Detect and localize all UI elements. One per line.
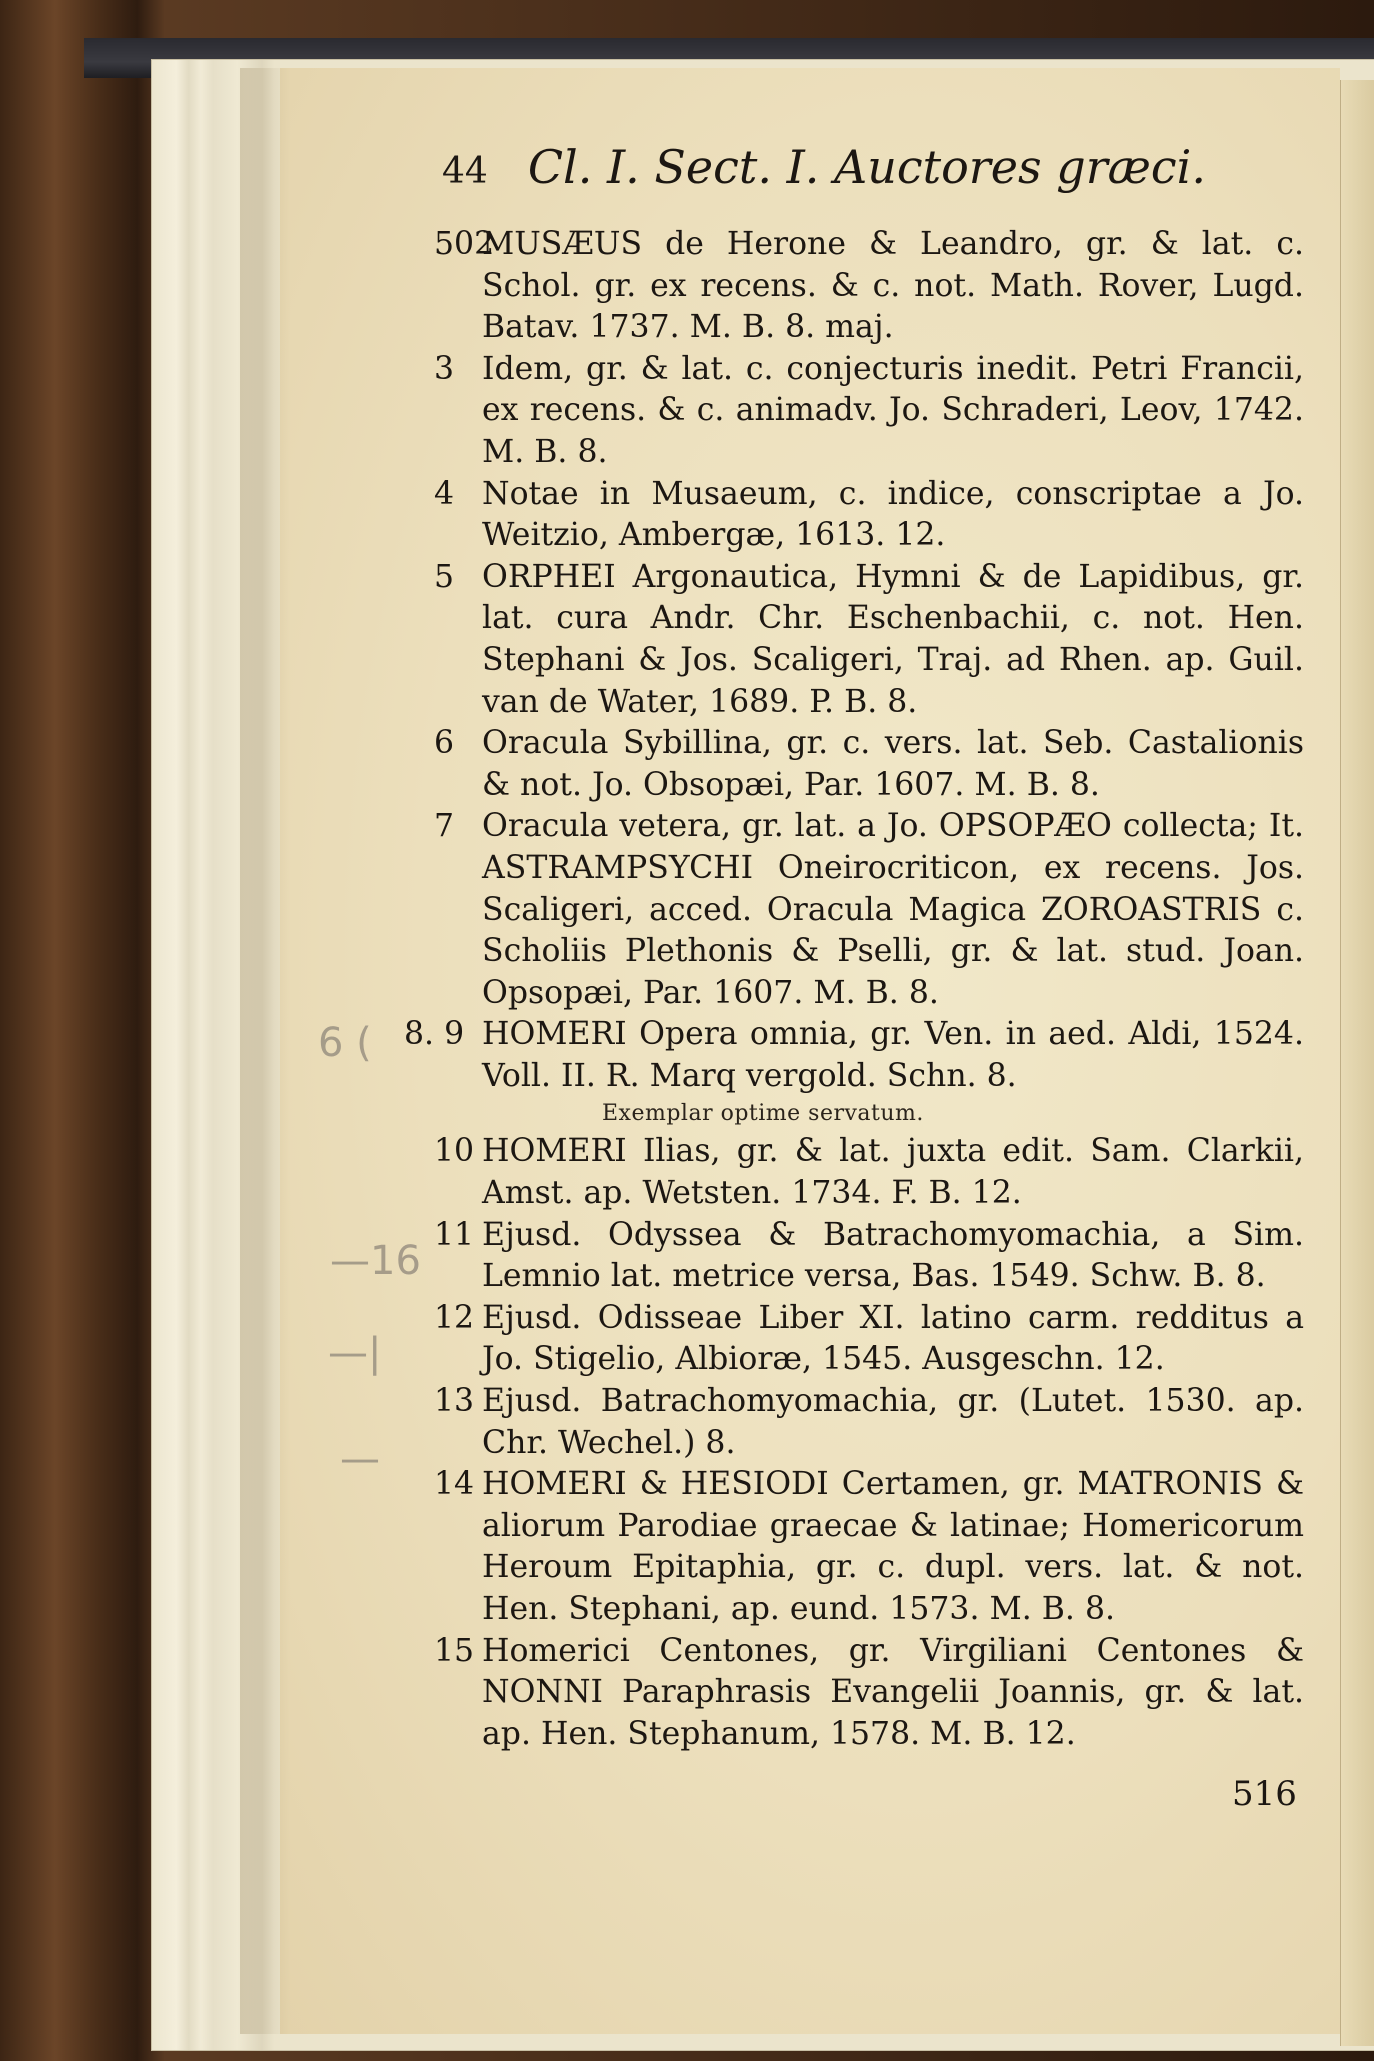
entry-number: 7 [434,808,455,845]
entry-text: Notae in Musaeum, c. indice, conscriptae a Jo. Weitzio, Ambergæ, 1613. 12. [482,475,1304,554]
entry-text: Idem, gr. & lat. c. conjecturis inedit. Petri Francii, ex recens. & c. animadv. Jo. Schraderi, Leov, 1742. M. B. 8. [482,350,1304,470]
catalogue-entry [434,723,1304,806]
entry-note: Exemplar optime servatum. [602,1101,924,1127]
entry-number: 5 [434,558,455,595]
catalogue-entry [434,1381,1304,1464]
entry-number: 502 [434,226,495,262]
pencil-mark: — [340,1436,380,1482]
entry-number: 13 [434,1383,475,1420]
entry-number: 12 [434,1299,475,1336]
catalogue-entry [434,557,1304,723]
catalogue-entry [434,224,1304,349]
entry-text: Homerici Centones, gr. Virgiliani Centones & NONNI Paraphrasis Evangelii Joannis, gr. & lat. ap. Hen. Stephanum, 1578. M. B. 12. [482,1632,1304,1752]
entry-number: 4 [434,475,455,512]
pencil-mark: —16 [330,1238,421,1284]
page-gutter-shadow [240,68,290,2034]
catalogue-entry [434,1131,1304,1214]
entry-number: 3 [434,350,455,387]
catalogue-entry [404,1014,1304,1097]
catalogue-entry [434,1631,1304,1756]
entry-number: 6 [434,725,455,762]
entry-text: ORPHEI Argonautica, Hymni & de Lapidibus, gr. lat. cura Andr. Chr. Eschenbachii, c. not. Hen. Stephani & Jos. Scaligeri, Traj. ad Rhen. ap. Guil. van de Water, 1689. P. B. 8. [482,558,1304,720]
catalogue-entry [434,806,1304,1014]
entry-text: Oracula Sybillina, gr. c. vers. lat. Seb. Castalionis & not. Jo. Obsopæi, Par. 1607. M. B. 8. [482,725,1304,803]
catalogue-entry [434,1215,1304,1298]
catchword: 516 [1232,1774,1297,1814]
entry-text: Ejusd. Odyssea & Batrachomyomachia, a Sim. Lemnio lat. metrice versa, Bas. 1549. Schw. B. 8. [482,1216,1304,1295]
running-head [442,140,1242,194]
entry-text: Oracula vetera, gr. lat. a Jo. OPSOPÆO collecta; It. ASTRAMPSYCHI Oneirocriticon, ex recens. Jos. Scaligeri, acced. Oracula Magica ZOROASTRIS c. Scholiis Plethonis & Pselli, gr. & lat. stud. Joan. Opsopæi, Par. 1607. M. B. 8. [482,808,1304,1011]
entry-text: HOMERI Opera omnia, gr. Ven. in aed. Aldi, 1524. Voll. II. R. Marq vergold. Schn. 8. [482,1016,1304,1094]
entry-text: HOMERI & HESIODI Certamen, gr. MATRONIS & aliorum Parodiae graecae & latinae; Homericorum Heroum Epitaphia, gr. c. dupl. vers. lat. & not. Hen. Stephani, ap. eund. 1573. M. B. 8. [482,1466,1304,1627]
catalogue-entry [434,349,1304,474]
pencil-mark: 6 ( [318,1020,372,1066]
entry-text: Ejusd. Batrachomyomachia, gr. (Lutet. 1530. ap. Chr. Wechel.) 8. [482,1383,1304,1461]
running-head-title: Cl. I. Sect. I. Auctores græci. [527,140,1207,194]
catalogue-entry [434,1298,1304,1381]
entry-number: 8. 9 [404,1016,465,1053]
entry-text: Ejusd. Odisseae Liber XI. latino carm. redditus a Jo. Stigelio, Albioræ, 1545. Ausgeschn. 12. [482,1299,1304,1378]
facing-page-edge [1340,80,1374,2046]
entry-number: 14 [434,1466,475,1503]
pencil-mark: —| [328,1330,382,1376]
catalogue-entry [434,474,1304,557]
catalogue-entries [404,224,1304,1755]
page-number: 44 [442,151,488,192]
entry-number: 15 [434,1632,475,1669]
entry-text: HOMERI Ilias, gr. & lat. juxta edit. Sam. Clarkii, Amst. ap. Wetsten. 1734. F. B. 12. [482,1133,1304,1212]
catalogue-entry [434,1464,1304,1630]
entry-number: 11 [434,1216,475,1253]
entry-number: 10 [434,1133,475,1170]
entry-text: MUSÆUS de Herone & Leandro, gr. & lat. c. Schol. gr. ex recens. & c. not. Math. Rover, Lugd. Batav. 1737. M. B. 8. maj. [482,226,1304,346]
